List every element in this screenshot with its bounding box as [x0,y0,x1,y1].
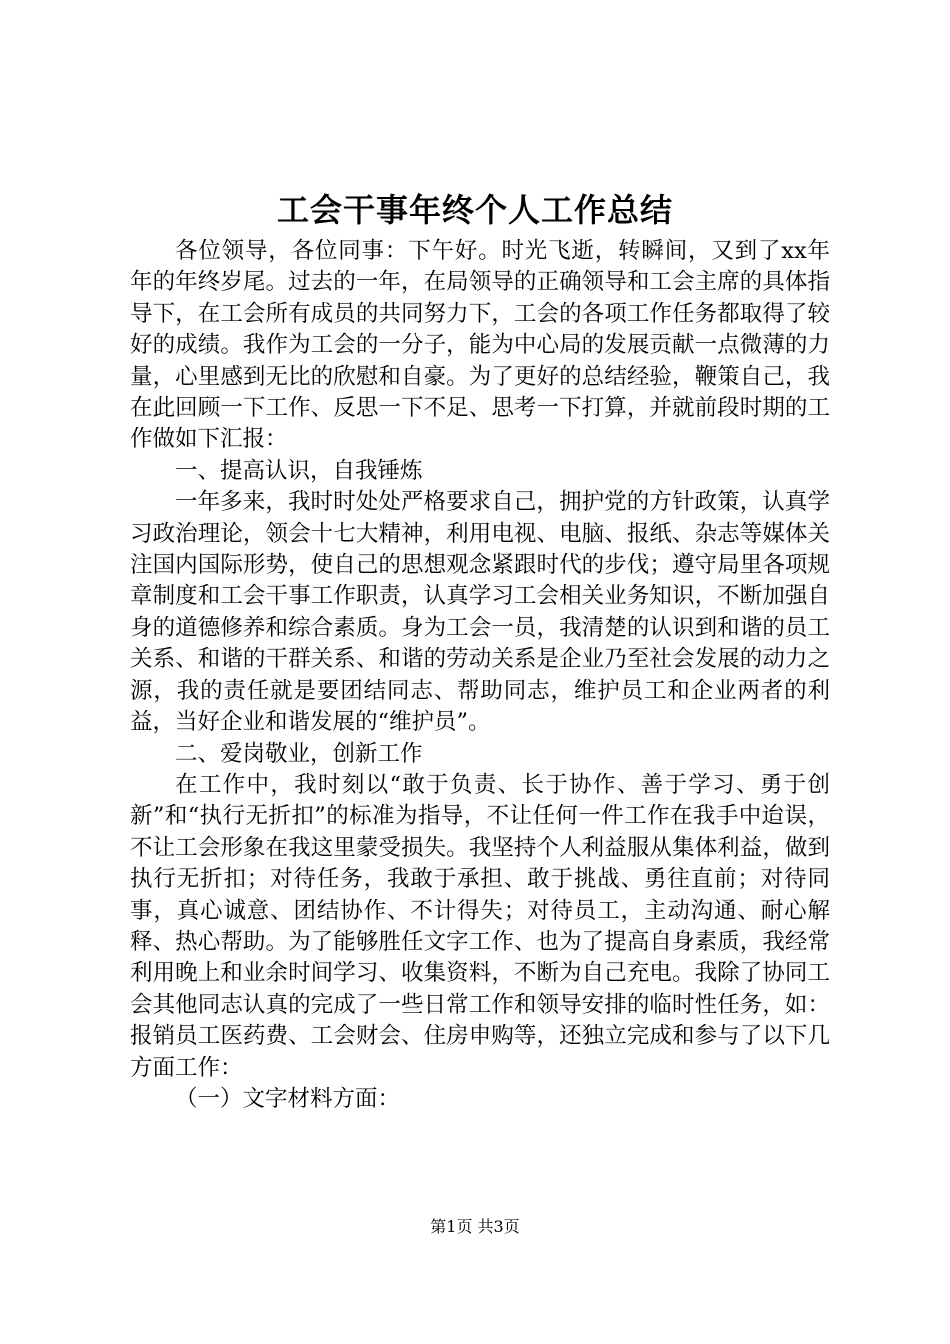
document-title: 工会干事年终个人工作总结 [276,191,673,229]
section-2-paragraph: 在工作中，我时刻以“敢于负责、长于协作、善于学习、勇于创新”和“执行无折扣”的标准为指导，不让任何一件工作在我手中迨误，不让工会形象在我这里蒙受损失。我坚持个人利益服从集体利益，做到执行无折扣；对待任务，我敢于承担、敢于挑战、勇往直前；对待同事，真心诚意、团结协作、不计得失；对待员工，主动沟通、耐心解释、热心帮助。为了能够胜任文字工作、也为了提高自身素质，我经常利用晚上和业余时间学习、收集资料，不断为自己充电。我除了协同工会其他同志认真的完成了一些日常工作和领导安排的临时性任务，如：报销员工医药费、工会财会、住房申购等，还独立完成和参与了以下几方面工作： [130,771,830,1081]
section-heading-2: 二、爱岗敬业，创新工作 [175,740,423,767]
intro-paragraph: 各位领导，各位同事：下午好。时光飞逝，转瞬间，又到了xx年年的年终岁尾。过去的一年，在局领导的正确领导和工会主席的具体指导下，在工会所有成员的共同努力下，工会的各项工作任务都取得了较好的成绩。我作为工会的一分子，能为中心局的发展贡献一点微薄的力量，心里感到无比的欣慰和自豪。为了更好的总结经验，鞭策自己，我在此回顾一下工作、反思一下不足、思考一下打算，并就前段时期的工作做如下汇报： [130,238,830,453]
document-body [130,236,830,1115]
subsection-heading-1: （一）文字材料方面： [175,1085,401,1112]
section-1-paragraph: 一年多来，我时时处处严格要求自己，拥护党的方针政策，认真学习政治理论，领会十七大精神，利用电视、电脑、报纸、杂志等媒体关注国内国际形势，使自己的思想观念紧跟时代的步伐；遵守局里各项规章制度和工会干事工作职责，认真学习工会相关业务知识，不断加强自身的道德修养和综合素质。身为工会一员，我清楚的认识到和谐的员工关系、和谐的干群关系、和谐的劳动关系是企业乃至社会发展的动力之源，我的责任就是要团结同志、帮助同志，维护员工和企业两者的利益，当好企业和谐发展的“维护员”。 [130,489,830,736]
page-number-footer: 第1页 共3页 [430,1217,520,1236]
section-heading-1: 一、提高认识，自我锤炼 [175,457,423,484]
